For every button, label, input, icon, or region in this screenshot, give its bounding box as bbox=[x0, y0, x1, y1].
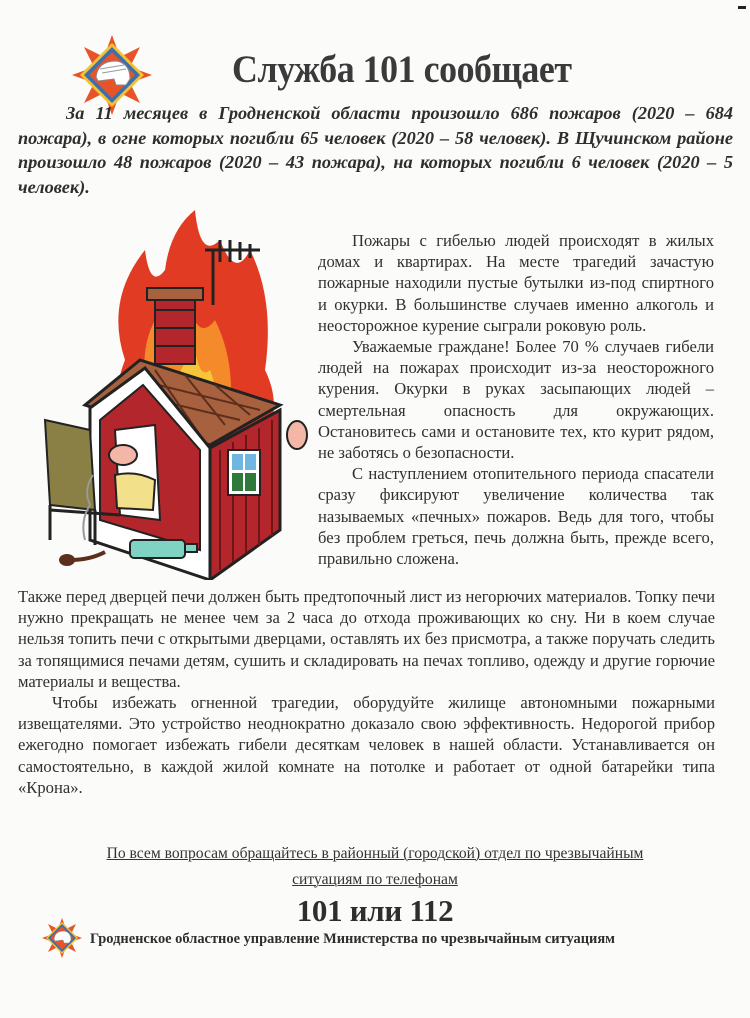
body-column-right bbox=[318, 230, 714, 569]
paragraph-stove-fires: С наступлением отопительного периода спасатели сразу фиксируют увеличение количества так называемых «печных» пожаров. Ведь для того, чтобы без проблем греться, печь должна быть, прежде всего, правильно сложена. bbox=[318, 464, 714, 569]
lead-summary bbox=[18, 101, 733, 199]
emergency-phones: 101 или 112 bbox=[296, 893, 454, 928]
page-title: Служба 101 сообщает bbox=[232, 48, 572, 91]
contact-line-1: По всем вопросам обращайтесь в районный (городской) отдел по чрезвычайным bbox=[106, 845, 644, 862]
contact-info bbox=[0, 841, 750, 893]
paragraph-fire-deaths: Пожары с гибелью людей происходят в жилых домах и квартирах. На месте трагедий зачастую пожарные находили пустые бутылки из-под спиртного и окурки. В большинстве случаев именно алкоголь и неосторожное курение сыграли роковую роль. bbox=[318, 231, 714, 335]
lead-text: За 11 месяцев в Гродненской области произошло 686 пожаров (2020 – 684 пожара), в огне которых погибли 65 человек (2020 – 58 человек). В Щучинском районе произошло 48 пожаров (2020 – 43 пожара), на которых погибли 6 человек (2020 – 5 человек). bbox=[18, 103, 733, 197]
footer bbox=[42, 918, 722, 960]
organization-name: Гродненское областное управление Министерства по чрезвычайным ситуациям bbox=[90, 930, 616, 947]
burning-house-illustration bbox=[35, 210, 320, 580]
mchs-emblem-icon bbox=[42, 918, 82, 958]
paragraph-smoking-warning: Уважаемые граждане! Более 70 % случаев гибели людей на пожарах происходит из-за неосторожного курения. Окурки в руках засыпающих людей – смертельная опасность для окружающих. Остановитесь сами и остановите тех, кто курит рядом, не заботясь о безопасности. bbox=[318, 337, 714, 463]
scan-mark bbox=[738, 6, 746, 9]
body-full-width bbox=[18, 586, 715, 798]
contact-line-2: ситуациям по телефонам bbox=[292, 871, 458, 888]
paragraph-stove-safety: Также перед дверцей печи должен быть предтопочный лист из негорючих материалов. Топку печи нужно прекращать не менее чем за 2 часа до отхода проживающих ко сну. Ни в коем случае нельзя топить печи с открытыми дверцами, оставлять их без присмотра, а также поручать следить за топящимися печами детям, сушить и складировать на печах топливо, одежду и другие горючие материалы и вещества. bbox=[18, 587, 715, 691]
paragraph-smoke-detectors: Чтобы избежать огненной трагедии, оборудуйте жилище автономными пожарными извещателями. Это устройство неоднократно доказало свою эффективность. Недорогой прибор ежегодно помогает избежать гибели десяткам человек в нашей области. Устанавливается он самостоятельно, в каждой жилой комнате на потолке и работает от одной батарейки типа «Крона». bbox=[18, 693, 715, 797]
